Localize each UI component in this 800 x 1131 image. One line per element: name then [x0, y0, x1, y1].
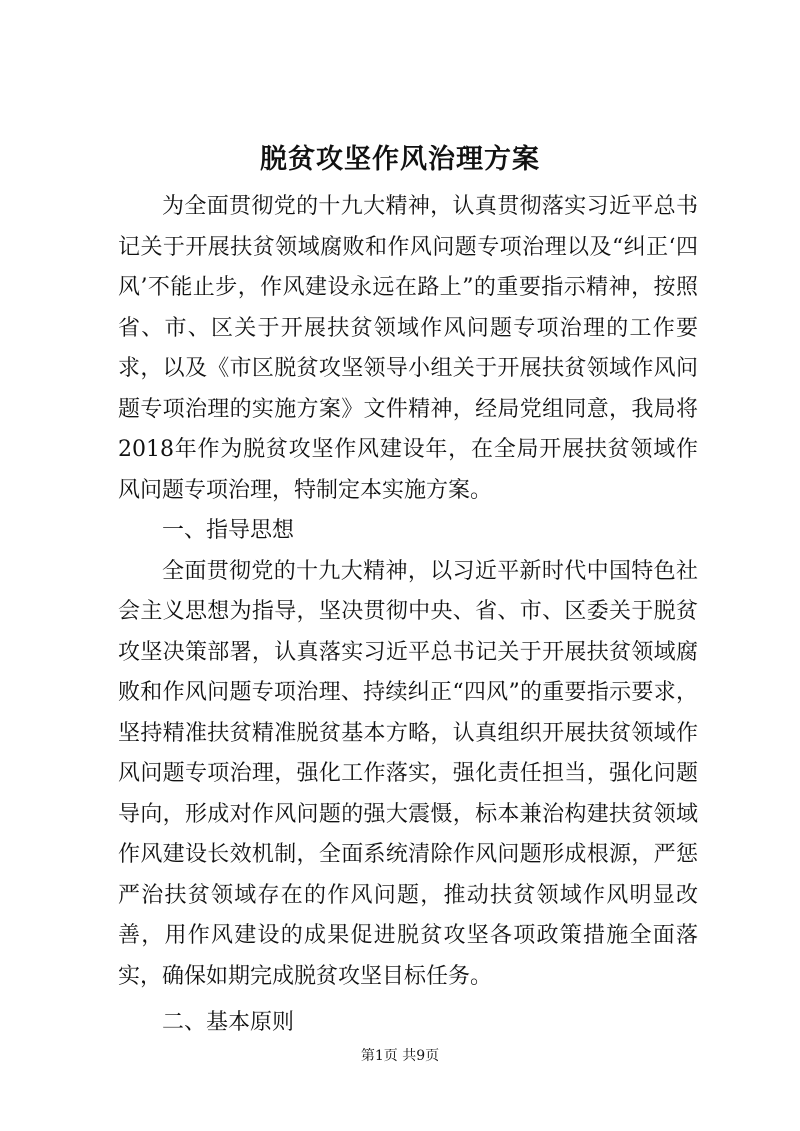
document-body — [118, 187, 698, 1044]
intro-paragraph: 为全面贯彻党的十九大精神，认真贯彻落实习近平总书记关于开展扶贫领域腐败和作风问题专项治理以及“纠正‘四风’不能止步，作风建设永远在路上”的重要指示精神，按照省、市、区关于开展扶贫领域作风问题专项治理的工作要求，以及《市区脱贫攻坚领导小组关于开展扶贫领域作风问题专项治理的实施方案》文件精神，经局党组同意，我局将2018年作为脱贫攻坚作风建设年，在全局开展扶贫领域作风问题专项治理，特制定本实施方案。 — [118, 194, 698, 503]
section-heading-guiding-ideology: 一、指导思想 — [162, 518, 295, 543]
guiding-ideology-paragraph: 全面贯彻党的十九大精神，以习近平新时代中国特色社会主义思想为指导，坚决贯彻中央、省、市、区委关于脱贫攻坚决策部署，认真落实习近平总书记关于开展扶贫领域腐败和作风问题专项治理、持续纠正“四风”的重要指示要求，坚持精准扶贫精准脱贫基本方略，认真组织开展扶贫领域作风问题专项治理，强化工作落实，强化责任担当，强化问题导向，形成对作风问题的强大震慑，标本兼治构建扶贫领域作风建设长效机制，全面系统清除作风问题形成根源，严惩严治扶贫领域存在的作风问题，推动扶贫领域作风明显改善，用作风建设的成果促进脱贫攻坚各项政策措施全面落实，确保如期完成脱贫攻坚目标任务。 — [118, 558, 698, 989]
section-heading-basic-principles: 二、基本原则 — [162, 1010, 295, 1035]
document-title: 脱贫攻坚作风治理方案 — [260, 144, 540, 175]
page-number-footer: 第1页 共9页 — [360, 1048, 440, 1064]
